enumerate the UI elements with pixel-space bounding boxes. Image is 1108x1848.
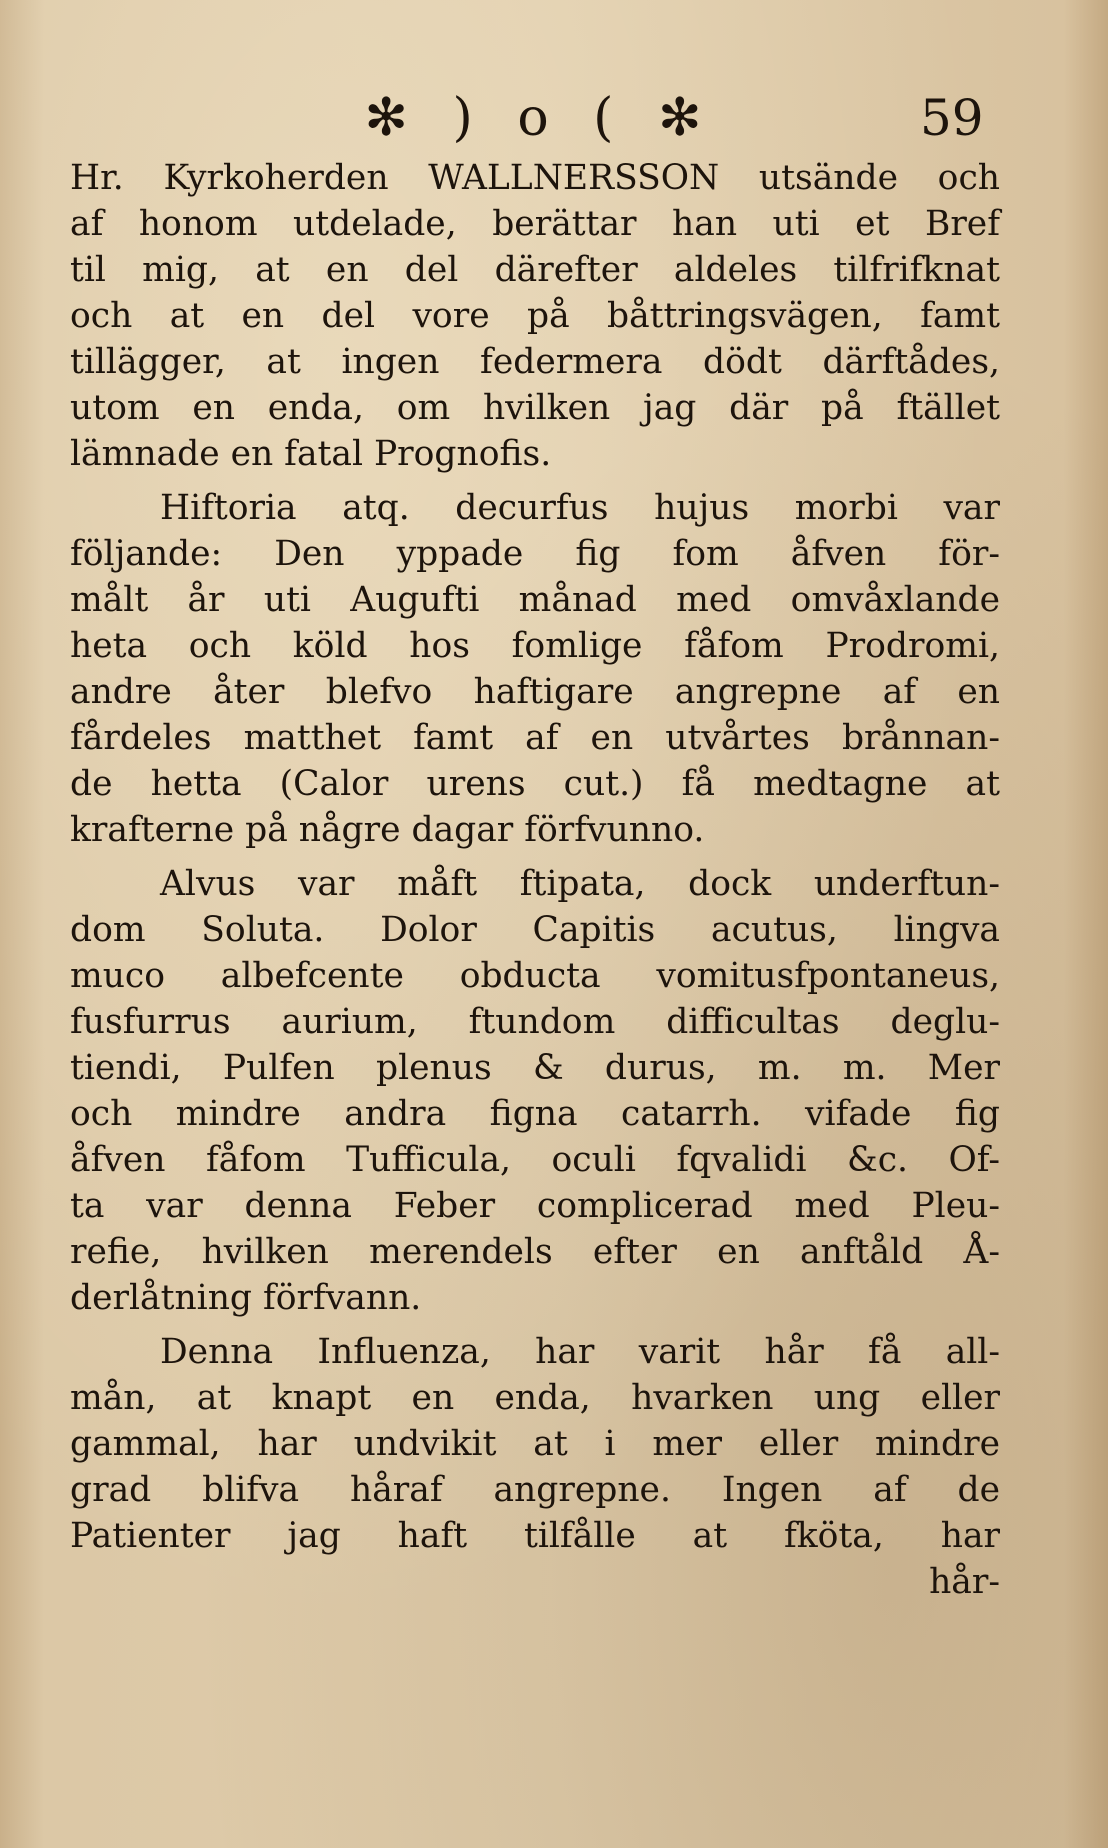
page-header (0, 78, 1108, 158)
text-line: Hiftoria atq. decurfus hujus morbi var (160, 488, 1000, 528)
paragraph-2 (70, 485, 1000, 853)
header-ornament: ✻ ) o ( ✻ (364, 88, 716, 148)
text-line: til mig, at en del därefter aldeles tilfrifknat (70, 250, 1000, 290)
text-line: refie, hvilken merendels efter en anftåld Å- (70, 1232, 1000, 1272)
text-line: muco albefcente obducta vomitusfpontaneus, (70, 956, 1000, 996)
text-line: grad blifva håraf angrepne. Ingen af de (70, 1470, 1000, 1510)
text-line: fårdeles matthet famt af en utvårtes brånnan- (70, 718, 1000, 758)
text-line: tillägger, at ingen federmera dödt därftådes, (70, 342, 1000, 382)
text-line: och mindre andra figna catarrh. vifade fig (70, 1094, 1000, 1134)
page-number: 59 (920, 89, 984, 147)
text-line: gammal, har undvikit at i mer eller mindre (70, 1424, 1000, 1464)
text-line: lämnade en fatal Prognofis. (70, 434, 552, 474)
text-line: ta var denna Feber complicerad med Pleu- (70, 1186, 1000, 1226)
text-line: Denna Influenza, har varit hår få all- (160, 1332, 1000, 1372)
text-line: och at en del vore på båttringsvägen, famt (70, 296, 1000, 336)
text-line: åfven fåfom Tufficula, oculi fqvalidi &c. Of- (70, 1140, 1000, 1180)
text-line: krafterne på någre dagar förfvunno. (70, 810, 705, 850)
text-line: utom en enda, om hvilken jag där på ftället (70, 388, 1000, 428)
text-line: fusfurrus aurium, ftundom difficultas deglu- (70, 1002, 1000, 1042)
text-line: mån, at knapt en enda, hvarken ung eller (70, 1378, 1000, 1418)
paragraph-4 (70, 1329, 1000, 1559)
text-line: andre åter blefvo haftigare angrepne af en (70, 672, 1000, 712)
text-line: Hr. Kyrkoherden WALLNERSSON utsände och (70, 158, 1000, 198)
text-line: målt år uti Augufti månad med omvåxlande (70, 580, 1000, 620)
text-line: Alvus var måft ftipata, dock underftun- (160, 864, 1000, 904)
text-line: Patienter jag haft tilfålle at fköta, har (70, 1516, 1000, 1556)
text-line: följande: Den yppade fig fom åfven för- (70, 534, 1000, 574)
paragraph-1 (70, 155, 1000, 477)
text-line: de hetta (Calor urens cut.) få medtagne at (70, 764, 1000, 804)
text-line: tiendi, Pulfen plenus & durus, m. m. Mer (70, 1048, 1000, 1088)
catchword: hår- (929, 1562, 1000, 1602)
text-line: dom Soluta. Dolor Capitis acutus, lingva (70, 910, 1000, 950)
body-text (70, 155, 1000, 1605)
text-line: af honom utdelade, berättar han uti et Bref (70, 204, 1000, 244)
text-line: derlåtning förfvann. (70, 1278, 422, 1318)
paragraph-3 (70, 861, 1000, 1321)
text-line: heta och köld hos fomlige fåfom Prodromi, (70, 626, 1000, 666)
